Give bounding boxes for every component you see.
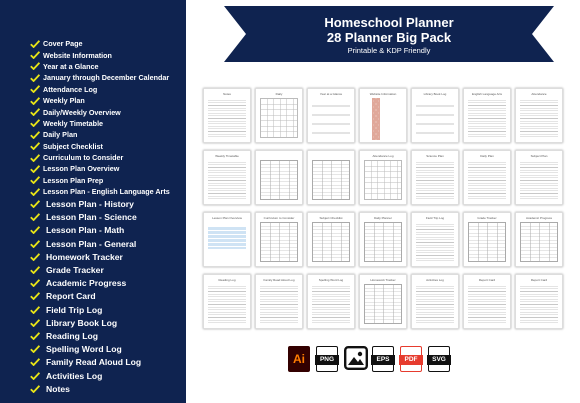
- page-content: [520, 284, 558, 324]
- checkmark-icon: [30, 372, 40, 380]
- planner-page-preview: [307, 150, 355, 205]
- format-label: PDF: [399, 355, 423, 365]
- planner-page-preview: [411, 150, 459, 205]
- checkmark-icon: [30, 165, 40, 173]
- preview-title: Science Plan: [426, 154, 444, 158]
- feature-item: [30, 84, 170, 95]
- feature-label: Notes: [46, 383, 70, 394]
- feature-item: [30, 72, 170, 83]
- checkmark-icon: [30, 85, 40, 93]
- checkmark-icon: [30, 108, 40, 116]
- preview-title: Reading Log: [218, 278, 236, 282]
- feature-label: Library Book Log: [46, 317, 118, 328]
- preview-title: Daily: [275, 92, 283, 96]
- preview-title: Activities Log: [426, 278, 444, 282]
- planner-page-preview: [255, 88, 303, 143]
- feature-label: Subject Checklist: [43, 141, 103, 151]
- feature-label: Attendance Log: [43, 84, 98, 94]
- feature-label: Weekly Plan: [43, 96, 85, 106]
- planner-page-preview: [463, 274, 511, 329]
- checkmark-icon: [30, 240, 40, 248]
- feature-label: Cover Page: [43, 39, 83, 49]
- feature-label: Lesson Plan - Math: [46, 225, 125, 236]
- page-content: [372, 98, 380, 140]
- preview-title: Subject Plan: [530, 154, 548, 158]
- page-content: [468, 284, 506, 324]
- feature-label: Reading Log: [46, 330, 99, 341]
- file-format-icons: [288, 346, 450, 374]
- feature-item: [30, 356, 170, 369]
- png-file-icon: [316, 346, 338, 372]
- feature-label: Spelling Word Log: [46, 344, 122, 355]
- illustrator-icon: Ai: [288, 346, 310, 372]
- preview-title: Notes: [223, 92, 231, 96]
- planner-preview-grid: [203, 88, 567, 334]
- planner-page-preview: [203, 212, 251, 267]
- page-content: [520, 222, 558, 262]
- banner-text: [224, 15, 554, 57]
- checkmark-icon: [30, 332, 40, 340]
- checkmark-icon: [30, 142, 40, 150]
- feature-item: [30, 290, 170, 303]
- planner-page-preview: [515, 212, 563, 267]
- planner-page-preview: [359, 274, 407, 329]
- checkmark-icon: [30, 200, 40, 208]
- planner-page-preview: [515, 88, 563, 143]
- checkmark-icon: [30, 319, 40, 327]
- feature-item: [30, 329, 170, 342]
- banner-tagline: Printable & KDP Friendly: [347, 46, 431, 55]
- planner-page-preview: [515, 150, 563, 205]
- page-content: [208, 284, 246, 324]
- feature-label: Field Trip Log: [46, 304, 103, 315]
- planner-page-preview: [463, 212, 511, 267]
- page-content: [416, 222, 454, 262]
- page-content: [260, 98, 298, 138]
- feature-item: [30, 38, 170, 49]
- page-content: [468, 98, 506, 138]
- feature-label: Curriculum to Consider: [43, 153, 124, 163]
- checkmark-icon: [30, 226, 40, 234]
- page-content: [312, 284, 350, 324]
- checkmark-icon: [30, 51, 40, 59]
- feature-item: [30, 303, 170, 316]
- feature-item: [30, 250, 170, 263]
- checkmark-icon: [30, 292, 40, 300]
- page-content: [312, 160, 350, 200]
- preview-title: Field Trip Log: [425, 216, 445, 220]
- feature-label: Family Read Aloud Log: [46, 357, 142, 368]
- planner-page-preview: [359, 212, 407, 267]
- planner-page-preview: [411, 88, 459, 143]
- feature-item: [30, 129, 170, 140]
- preview-title: Spelling Word Log: [318, 278, 344, 282]
- page-content: [416, 284, 454, 324]
- feature-item: [30, 152, 170, 163]
- feature-item: [30, 95, 170, 106]
- planner-page-preview: [359, 88, 407, 143]
- planner-page-preview: [359, 150, 407, 205]
- preview-title: Academic Progress: [525, 216, 552, 220]
- planner-page-preview: [515, 274, 563, 329]
- page-content: [416, 98, 454, 138]
- page-content: [208, 227, 246, 249]
- checkmark-icon: [30, 97, 40, 105]
- preview-title: English Language Arts: [471, 92, 503, 96]
- planner-page-preview: [411, 274, 459, 329]
- page-content: [520, 98, 558, 138]
- page-content: [468, 160, 506, 200]
- feature-item: [30, 106, 170, 117]
- planner-page-preview: [307, 274, 355, 329]
- feature-item: [30, 316, 170, 329]
- planner-page-preview: [255, 212, 303, 267]
- planner-page-preview: [463, 150, 511, 205]
- checkmark-icon: [30, 213, 40, 221]
- feature-label: Daily/Weekly Overview: [43, 107, 121, 117]
- format-label: SVG: [427, 355, 451, 365]
- checkmark-icon: [30, 188, 40, 196]
- checkmark-icon: [30, 40, 40, 48]
- checkmark-icon: [30, 154, 40, 162]
- feature-label: Lesson Plan Prep: [43, 175, 104, 185]
- feature-label: Lesson Plan - English Language Arts: [43, 187, 170, 197]
- preview-title: Daily Planner: [374, 216, 392, 220]
- preview-title: Report Card: [530, 278, 548, 282]
- planner-page-preview: [255, 274, 303, 329]
- preview-title: Curriculum to Consider: [263, 216, 295, 220]
- preview-title: Daily Plan: [480, 154, 494, 158]
- page-content: [520, 160, 558, 200]
- feature-label: Weekly Timetable: [43, 118, 104, 128]
- checkmark-icon: [30, 176, 40, 184]
- page-content: [364, 284, 402, 324]
- checkmark-icon: [30, 279, 40, 287]
- feature-item: [30, 224, 170, 237]
- checkmark-icon: [30, 358, 40, 366]
- planner-page-preview: [203, 88, 251, 143]
- page-content: [416, 160, 454, 200]
- feature-item: [30, 118, 170, 129]
- planner-page-preview: [203, 150, 251, 205]
- feature-item: [30, 186, 170, 197]
- feature-label: January through December Calendar: [43, 73, 170, 83]
- page-content: [260, 284, 298, 324]
- title-banner: [224, 6, 554, 66]
- page-content: [364, 222, 402, 262]
- feature-item: [30, 141, 170, 152]
- preview-title: Attendance: [531, 92, 547, 96]
- checkmark-icon: [30, 119, 40, 127]
- feature-item: [30, 263, 170, 276]
- page-content: [208, 98, 246, 138]
- preview-title: Family Read Aloud Log: [263, 278, 295, 282]
- checkmark-icon: [30, 74, 40, 82]
- feature-label: Lesson Plan - General: [46, 238, 137, 249]
- preview-title: Report Card: [478, 278, 496, 282]
- planner-page-preview: [307, 88, 355, 143]
- feature-label: Lesson Plan Overview: [43, 164, 120, 174]
- preview-title: Subject Checklist: [319, 216, 343, 220]
- feature-item: [30, 175, 170, 186]
- preview-title: Attendance Log: [372, 154, 394, 158]
- banner-subtitle: 28 Planner Big Pack: [326, 30, 452, 45]
- feature-item: [30, 343, 170, 356]
- feature-item: [30, 277, 170, 290]
- checkmark-icon: [30, 266, 40, 274]
- format-label: PNG: [315, 355, 339, 365]
- svg-file-icon: [428, 346, 450, 372]
- preview-title: Lesson Plan Overview: [212, 216, 242, 220]
- checkmark-icon: [30, 385, 40, 393]
- feature-item: [30, 211, 170, 224]
- page-content: [260, 160, 298, 200]
- feature-list: [30, 38, 170, 395]
- feature-label: Daily Plan: [43, 130, 78, 140]
- page-content: [468, 222, 506, 262]
- preview-title: Library Book Log: [423, 92, 447, 96]
- checkmark-icon: [30, 62, 40, 70]
- checkmark-icon: [30, 306, 40, 314]
- preview-title: Website Information: [369, 92, 397, 96]
- pdf-file-icon: [400, 346, 422, 372]
- checkmark-icon: [30, 253, 40, 261]
- planner-page-preview: [203, 274, 251, 329]
- feature-item: [30, 197, 170, 210]
- planner-page-preview: [307, 212, 355, 267]
- feature-label: Year at a Glance: [43, 61, 99, 71]
- planner-page-preview: [411, 212, 459, 267]
- preview-title: Year at a Glance: [319, 92, 343, 96]
- preview-title: Weekly Timetable: [215, 154, 239, 158]
- feature-item: [30, 49, 170, 60]
- checkmark-icon: [30, 345, 40, 353]
- feature-label: Lesson Plan - History: [46, 199, 134, 210]
- checkmark-icon: [30, 131, 40, 139]
- feature-item: [30, 369, 170, 382]
- page-content: [312, 98, 350, 138]
- preview-title: Grade Tracker: [477, 216, 497, 220]
- page-content: [208, 160, 246, 200]
- feature-label: Activities Log: [46, 370, 103, 381]
- image-icon: [344, 346, 366, 372]
- feature-label: Report Card: [46, 291, 96, 302]
- feature-label: Grade Tracker: [46, 265, 104, 275]
- feature-item: [30, 382, 170, 395]
- feature-item: [30, 237, 170, 250]
- page-content: [312, 222, 350, 262]
- feature-item: [30, 61, 170, 72]
- preview-title: Homework Tracker: [370, 278, 396, 282]
- feature-label: Academic Progress: [46, 278, 127, 289]
- page-content: [364, 160, 402, 200]
- planner-page-preview: [255, 150, 303, 205]
- eps-file-icon: [372, 346, 394, 372]
- banner-title: Homeschool Planner: [324, 15, 454, 30]
- format-label: EPS: [371, 355, 395, 365]
- feature-label: Homework Tracker: [46, 251, 123, 262]
- feature-sidebar: [0, 0, 186, 403]
- feature-label: Lesson Plan - Science: [46, 212, 137, 223]
- page-content: [260, 222, 298, 262]
- feature-item: [30, 163, 170, 174]
- planner-page-preview: [463, 88, 511, 143]
- feature-label: Website Information: [43, 50, 112, 60]
